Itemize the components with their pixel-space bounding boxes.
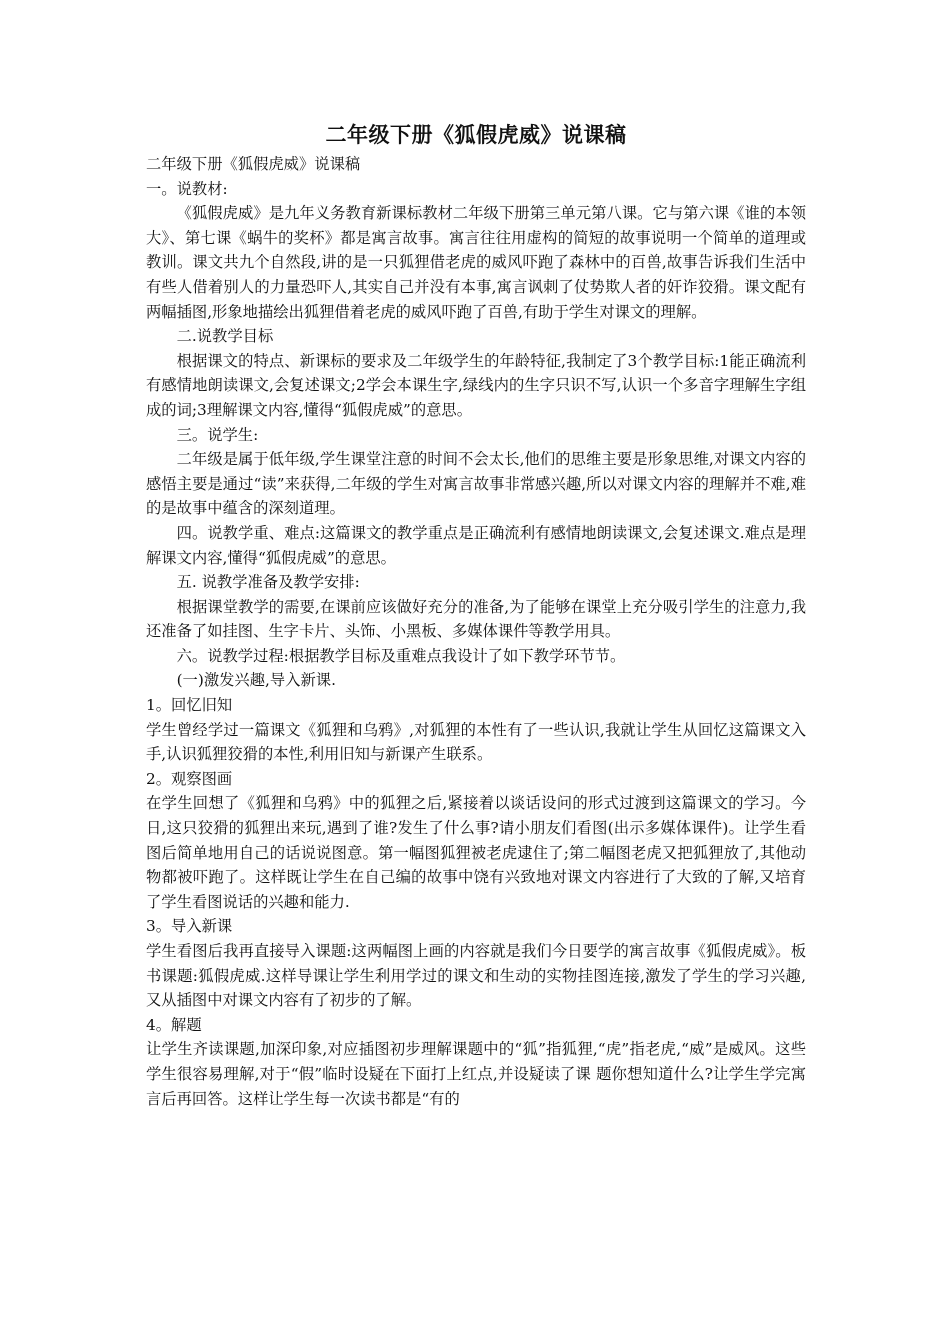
paragraph: 二年级下册《狐假虎威》说课稿: [146, 155, 361, 173]
paragraph: 四。说教学重、难点:这篇课文的教学重点是正确流利有感情地朗读课文,会复述课文.难点是理解课文内容,懂得“狐假虎威”的意思。: [146, 523, 806, 567]
paragraph: 《狐假虎威》是九年义务教育新课标教材二年级下册第三单元第八课。它与第六课《谁的本领大》、第七课《蜗牛的奖杯》都是寓言故事。寓言往往用虚构的简短的故事说明一个简单的道理或教训。课文共九个自然段,讲的是一只狐狸借老虎的威风吓跑了森林中的百兽,故事告诉我们生活中有些人借着别人的力量恐吓人,其实自己并没有本事,寓言讽刺了仗势欺人者的奸诈狡猾。课文配有两幅插图,形象地描绘出狐狸借着老虎的威风吓跑了百兽,有助于学生对课文的理解。: [146, 204, 806, 321]
paragraph: 三。说学生:: [176, 425, 259, 444]
paragraph: 根据课堂教学的需要,在课前应该做好充分的准备,为了能够在课堂上充分吸引学生的注意力,我还准备了如挂图、生字卡片、头饰、小黑板、多媒体课件等教学用具。: [146, 597, 806, 641]
paragraph: 根据课文的特点、新课标的要求及二年级学生的年龄特征,我制定了3个教学目标:1能正确流利有感情地朗读课文,会复述课文;2学会本课生字,绿线内的生字只识不写,认识一个多音字理解生字组成的词;3理解课文内容,懂得“狐假虎威”的意思。: [146, 351, 806, 419]
paragraph: (一)激发兴趣,导入新课.: [176, 671, 336, 690]
paragraph: 六。说教学过程:根据教学目标及重难点我设计了如下教学环节节。: [176, 646, 626, 665]
paragraph: 1。回忆旧知: [146, 696, 233, 715]
paragraph: 4。解题: [146, 1015, 202, 1034]
paragraph: 一。说教材:: [146, 179, 228, 198]
paragraph: 2。观察图画: [146, 769, 233, 788]
paragraph: 五. 说教学准备及教学安排:: [176, 573, 360, 592]
paragraph: 让学生齐读课题,加深印象,对应插图初步理解课题中的“狐”指狐狸,“虎”指老虎,“威”是威风。这些学生很容易理解,对于“假”临时设疑在下面打上红点,并设疑读了课 题你想知道什么?让学生学完寓言后再回答。这样让学生每一次读书都是“有的: [146, 1040, 806, 1108]
paragraph: 3。导入新课: [146, 917, 233, 936]
paragraph: 二.说教学目标: [176, 327, 274, 346]
document-body: [146, 152, 806, 1111]
document-title: 二年级下册《狐假虎威》说课稿: [325, 122, 627, 147]
paragraph: 在学生回想了《狐狸和乌鸦》中的狐狸之后,紧接着以谈话设问的形式过渡到这篇课文的学习。今日,这只狡猾的狐狸出来玩,遇到了谁?发生了什么事?请小朋友们看图(出示多媒体课件)。让学生看图后简单地用自己的话说说图意。第一幅图狐狸被老虎逮住了;第二幅图老虎又把狐狸放了,其他动物都被吓跑了。这样既让学生在自己编的故事中饶有兴致地对课文内容进行了大致的了解,又培育了学生看图说话的兴趣和能力.: [146, 794, 806, 911]
paragraph: 学生看图后我再直接导入课题:这两幅图上画的内容就是我们今日要学的寓言故事《狐假虎威》。板书课题:狐假虎威.这样导课让学生利用学过的课文和生动的实物挂图连接,激发了学生的学习兴趣,又从插图中对课文内容有了初步的了解。: [146, 942, 806, 1010]
document-page: [146, 120, 806, 1111]
paragraph: 学生曾经学过一篇课文《狐狸和乌鸦》,对狐狸的本性有了一些认识,我就让学生从回忆这篇课文入手,认识狐狸狡猾的本性,利用旧知与新课产生联系。: [146, 720, 806, 764]
paragraph: 二年级是属于低年级,学生课堂注意的时间不会太长,他们的思维主要是形象思维,对课文内容的感悟主要是通过“读”来获得,二年级的学生对寓言故事非常感兴趣,所以对课文内容的理解并不难,难的是故事中蕴含的深刻道理。: [146, 450, 806, 518]
